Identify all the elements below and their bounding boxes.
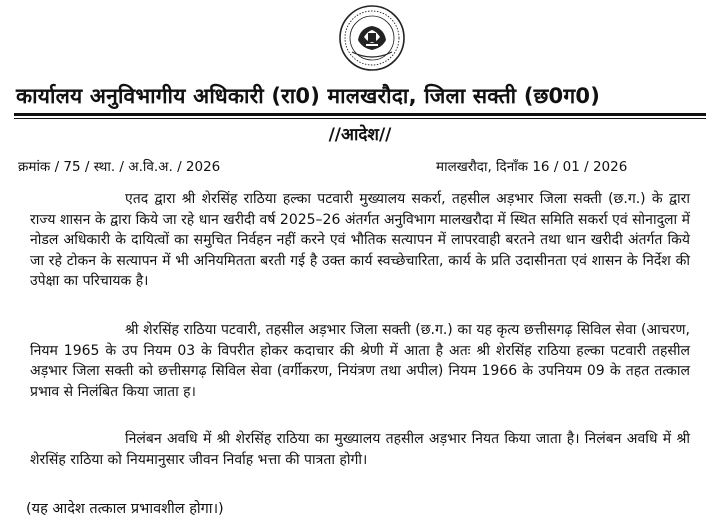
place-and-date: मालखरौदा, दिनाँक 16 / 01 / 2026 [436,159,628,175]
paragraph-1-text: एतद द्वारा श्री शेरसिंह राठिया हल्का पटवारी मुख्यालय सकर्रा, तहसील अड़भार जिला सक्ती (छ.ग.) के द्वारा राज्य शासन के द्वारा किये जा रहे धान खरीदी वर्ष 2025–26 अंतर्गत अनुविभाग मालखरौदा में स्थित समिति सकर्रा एवं सोनादुला में नोडल अधिकारी के दायित्वों का समुचित निर्वहन नहीं करने एवं भौतिक सत्यापन में लापरवाही बरतने तथा धान खरीदी अंतर्गत किये जा रहे टोकन के सत्यापन में भी अनियमितता बरती गई है उक्त कार्य स्वच्छेचारिता, कार्य के प्रति उदासीनता एवं शासन के निर्देश की उपेक्षा का परिचायक है। [30,191,690,289]
office-header: कार्यालय अनुविभागीय अधिकारी (रा0) मालखरौदा, जिला सक्ती (छ0ग0) [16,84,600,108]
header-divider [14,113,706,116]
government-emblem-icon [338,4,406,72]
body-paragraph-3 [30,429,690,470]
paragraph-3-text: निलंबन अवधि में श्री शेरसिंह राठिया का मुख्यालय तहसील अड़भार नियत किया जाता है। निलंबन अवधि में श्री शेरसिंह राठिया को नियमानुसार जीवन निर्वाह भत्ता की पात्रता होगी। [30,431,690,468]
order-title: //आदेश// [328,125,392,145]
closing-statement: (यह आदेश तत्काल प्रभावशील होगा।) [26,501,224,517]
reference-number: क्रमांक / 75 / स्था. / अ.वि.अ. / 2026 [18,159,221,175]
paragraph-2-text: श्री शेरसिंह राठिया पटवारी, तहसील अड़भार जिला सक्ती (छ.ग.) का यह कृत्य छत्तीसगढ़ सिविल सेवा (आचरण, नियम 1965 के उप नियम 03 के विपरीत होकर कदाचार की श्रेणी में आता है अतः श्री शेरसिंह राठिया हल्का पटवारी तहसील अड़भार जिला सक्ती को छत्तीसगढ़ सिविल सेवा (वर्गीकरण, नियंत्रण तथा अपील) नियम 1966 के उपनियम 09 के तहत तत्काल प्रभाव से निलंबित किया जाता ह। [30,322,690,400]
body-paragraph-2 [30,320,690,402]
header-divider-thin [14,118,706,119]
body-paragraph-1 [30,189,690,292]
